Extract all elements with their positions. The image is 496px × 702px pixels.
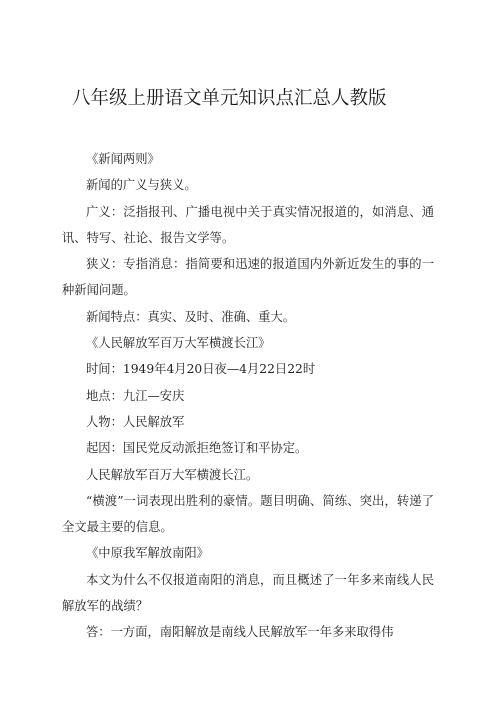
paragraph: 新闻特点：真实、及时、准确、重大。 xyxy=(86,309,296,324)
paragraph: 《新闻两则》 xyxy=(86,152,160,166)
paragraph: 地点：九江—安庆 xyxy=(86,388,185,403)
paragraph: 起因：国民党反动派拒绝签订和平协定。 xyxy=(86,441,308,456)
paragraph: 本文为什么不仅报道南阳的消息，而且概述了一年多来南线人民解放军的战绩？ xyxy=(62,572,434,614)
paragraph: 《人民解放军百万大军横渡长江》 xyxy=(86,336,271,351)
paragraph: 人物：人民解放军 xyxy=(86,414,185,429)
paragraph: 《中原我军解放南阳》 xyxy=(86,546,209,561)
paragraph: 答：一方面，南阳解放是南线人民解放军一年多来取得伟 xyxy=(86,625,394,640)
paragraph: 广义：泛指报刊、广播电视中关于真实情况报道的，如消息、通讯、特写、社论、报告文学等。 xyxy=(62,204,434,245)
paragraph: 狭义：专指消息：指简要和迅速的报道国内外新近发生的事的一种新闻问题。 xyxy=(62,257,434,298)
document-title: 八年级上册语文单元知识点汇总人教版 xyxy=(72,88,387,109)
paragraph: “横渡”一词表现出胜利的豪情。题目明确、简练、突出，转递了全文最主要的信息。 xyxy=(62,493,434,535)
paragraph: 新闻的广义与狭义。 xyxy=(86,178,197,193)
paragraph: 时间：1949年4月20日夜—4月22日22时 xyxy=(86,362,316,377)
paragraph: 人民解放军百万大军横渡长江。 xyxy=(86,467,259,482)
document-body xyxy=(62,146,434,646)
